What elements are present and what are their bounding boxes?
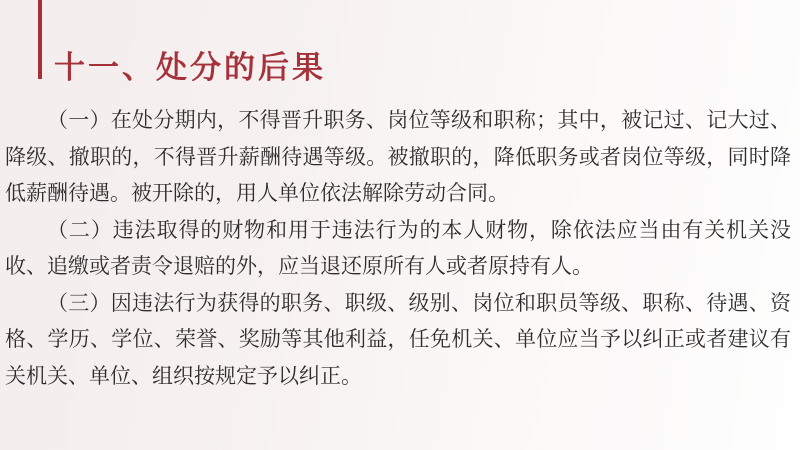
body-paragraph-1: （一）在处分期内，不得晋升职务、岗位等级和职称；其中，被记过、记大过、降级、撤职的，不得晋升薪酬待遇等级。被撤职的，降低职务或者岗位等级，同时降低薪酬待遇。被开除的，用人单位依法解除劳动合同。 (5, 109, 791, 205)
slide-body (5, 103, 791, 395)
body-paragraph-2: （二）违法取得的财物和用于违法行为的本人财物，除依法应当由有关机关没收、追缴或者责令退赔的外，应当退还原所有人或者原持有人。 (5, 218, 791, 278)
slide-title: 十一、处分的后果 (54, 50, 326, 85)
body-paragraph-3: （三）因违法行为获得的职务、职级、级别、岗位和职员等级、职称、待遇、资格、学历、学位、荣誉、奖励等其他利益，任免机关、单位应当予以纠正或者建议有关机关、单位、组织按规定予以纠正。 (5, 291, 791, 388)
accent-bar (38, 0, 42, 79)
